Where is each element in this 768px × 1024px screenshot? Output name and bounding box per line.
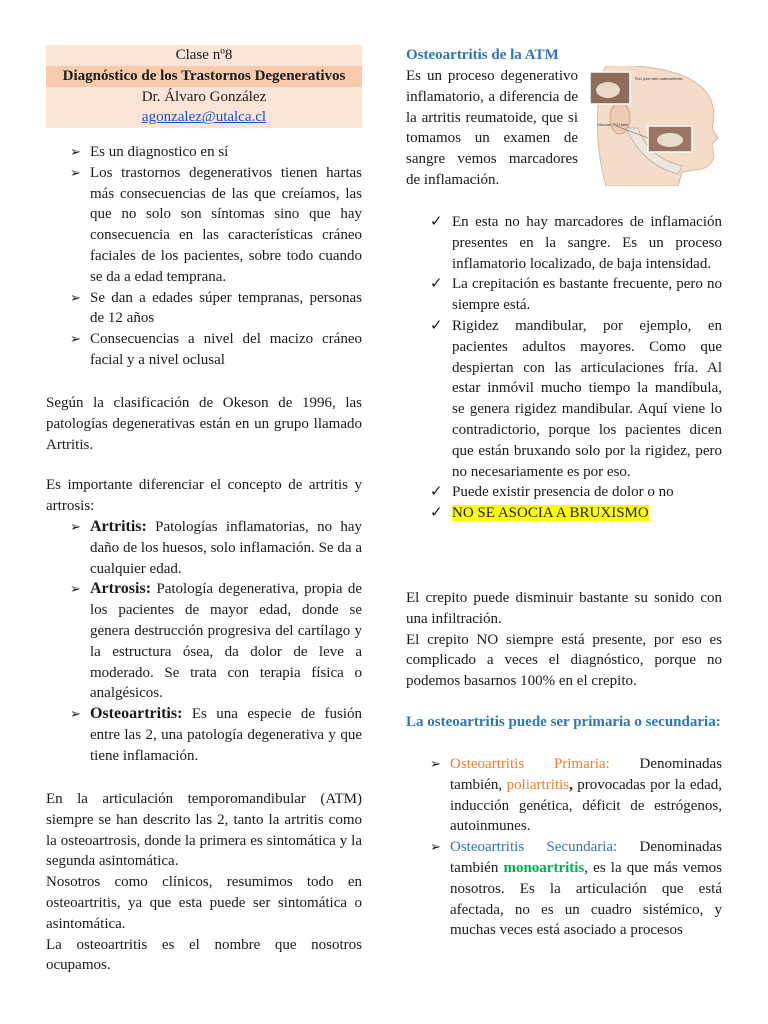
atm-text-block	[46, 789, 362, 976]
poliartritis-term: poliartritis	[506, 776, 570, 793]
list-item: ➢ Es un diagnostico en sí	[46, 142, 362, 163]
email-link[interactable]: agonzalez@utalca.cl	[141, 109, 267, 126]
arrow-bullet-icon: ➢	[70, 706, 81, 722]
arrow-bullet-icon: ➢	[70, 144, 81, 159]
arrow-bullet-icon: ➢	[70, 581, 81, 597]
primary-type-item: ➢ Osteoartritis Primaria: Denominadas también, poliartritis, provocadas por la edad, inducción genética, déficit de estrógenos, autoinmunes.	[430, 756, 723, 835]
figure-label-osteoarthritis: TMJ joint with osteoarthritis	[634, 76, 683, 81]
figure-label-normal: Normal TMJ joint	[598, 122, 629, 127]
arrow-bullet-icon: ➢	[430, 839, 441, 855]
professor-name: Dr. Álvaro González	[46, 87, 362, 108]
intro-bullet-list	[46, 142, 362, 371]
intro-paragraph: Es un proceso degenerativo inflamatorio, a diferencia de la artritis reumatoide, que si tomamos un examen de sangre vemos marcadores de inflamación.	[406, 68, 578, 188]
class-number: Clase nº8	[46, 45, 362, 66]
clinicians-paragraph: Nosotros como clínicos, resumimos todo en osteoartritis, ya que esta puede ser sintomática o asintomática.	[46, 874, 362, 932]
term-label: Artritis:	[90, 518, 147, 535]
list-item: ➢ Consecuencias a nivel del macizo cráneo facial y a nivel oclusal	[70, 331, 362, 368]
types-list	[406, 754, 722, 941]
types-heading: La osteoartritis puede ser primaria o secundaria:	[406, 714, 721, 730]
list-item: ✓ En esta no hay marcadores de inflamación presentes en la sangre. Es un proceso inflamatorio localizado, de baja intensidad.	[430, 214, 722, 272]
definitions-list	[46, 517, 362, 767]
document-header	[46, 45, 362, 128]
primary-term: Osteoartritis Primaria:	[450, 756, 610, 772]
term-label: Osteoartritis:	[90, 705, 183, 723]
secondary-type-item: ➢ Osteoartritis Secundaria: Denominadas también monoartritis, es la que más vemos nosotros. Es la articulación que está afectada, no es un cuadro sistémico, y muchas veces está asociado a procesos	[430, 839, 722, 939]
monoartritis-term: monoartritis	[503, 859, 585, 876]
list-item: ✓ Rigidez mandibular, por ejemplo, en pacientes adultos mayores. Como que despiertan con las articulaciones fría. Al estar inmóvil mucho tiempo la mandíbula, se genera rigidez mandibular. Aquí viene lo contradictorio, porque los pacientes dicen que están bruxando solo por la rigidez, pero no necesariamente es por eso.	[430, 317, 722, 480]
list-item: ✓ Puede existir presencia de dolor o no	[406, 482, 722, 503]
features-check-list	[406, 212, 722, 524]
term-label: Artrosis:	[90, 580, 152, 598]
tmj-illustration	[586, 66, 721, 186]
list-item	[406, 503, 722, 524]
secondary-term: Osteoartritis Secundaria:	[450, 839, 618, 856]
section-title: Osteoartritis de la ATM	[406, 47, 559, 63]
definition-artrosis: ➢ Artrosis: Patología degenerativa, propia de los pacientes de mayor edad, donde se genera destrucción progresiva del cartílago y la estructura ósea, da dolor de leve a moderado. Se trata con terapia física o analgésicos.	[70, 580, 362, 702]
name-paragraph: La osteoartritis es el nombre que nosotros ocupamos.	[46, 936, 362, 974]
definition-artritis: ➢ Artritis: Patologías inflamatorias, no hay daño de los huesos, solo inflamación. Se da a cualquier edad.	[70, 518, 362, 577]
crepito-block	[406, 588, 722, 692]
check-icon: ✓	[430, 214, 443, 230]
definition-osteoartritis: ➢ Osteoartritis: Es una especie de fusión entre las 2, una patología degenerativa y que tiene inflamación.	[70, 705, 362, 764]
differentiate-paragraph: Es importante diferenciar el concepto de artritis y artrosis:	[46, 477, 362, 514]
inset-joint-shape	[596, 82, 620, 98]
arrow-bullet-icon: ➢	[430, 756, 441, 771]
arrow-bullet-icon: ➢	[70, 331, 81, 347]
arrow-bullet-icon: ➢	[70, 289, 81, 305]
crepito-paragraph-1: El crepito puede disminuir bastante su sonido con una infiltración.	[406, 590, 722, 627]
inset-normal-joint-shape	[657, 133, 683, 147]
check-icon: ✓	[430, 317, 443, 334]
highlighted-text: NO SE ASOCIA A BRUXISMO	[452, 505, 649, 522]
crepito-paragraph-2: El crepito NO siempre está presente, por eso es complicado a veces el diagnóstico, porque no podemos basarnos 100% en el crepito.	[406, 631, 722, 690]
list-item: ➢ Se dan a edades súper tempranas, personas de 12 años	[70, 289, 362, 327]
check-icon: ✓	[430, 484, 443, 501]
class-topic: Diagnóstico de los Trastornos Degenerativos	[46, 66, 362, 87]
list-item: ➢ Los trastornos degenerativos tienen hartas más consecuencias de las que creíamos, las que no solo son síntomas sino que hay consecuencia en las características cráneo faciales de los pacientes, sobre todo cuando se da a edad temprana.	[70, 164, 362, 285]
arrow-bullet-icon: ➢	[70, 164, 81, 180]
list-item: ✓ La crepitación es bastante frecuente, pero no siempre está.	[430, 276, 722, 314]
arrow-bullet-icon: ➢	[70, 519, 81, 534]
okeson-paragraph: Según la clasificación de Okeson de 1996, las patologías degenerativas están en un grupo llamado Artritis.	[46, 395, 362, 453]
check-icon: ✓	[430, 276, 443, 293]
check-icon: ✓	[430, 505, 443, 522]
atm-paragraph: En la articulación temporomandibular (ATM) siempre se han descrito las 2, tanto la artritis como la osteoartrosis, donde la primera es sintomática y la segunda asintomática.	[46, 791, 362, 870]
